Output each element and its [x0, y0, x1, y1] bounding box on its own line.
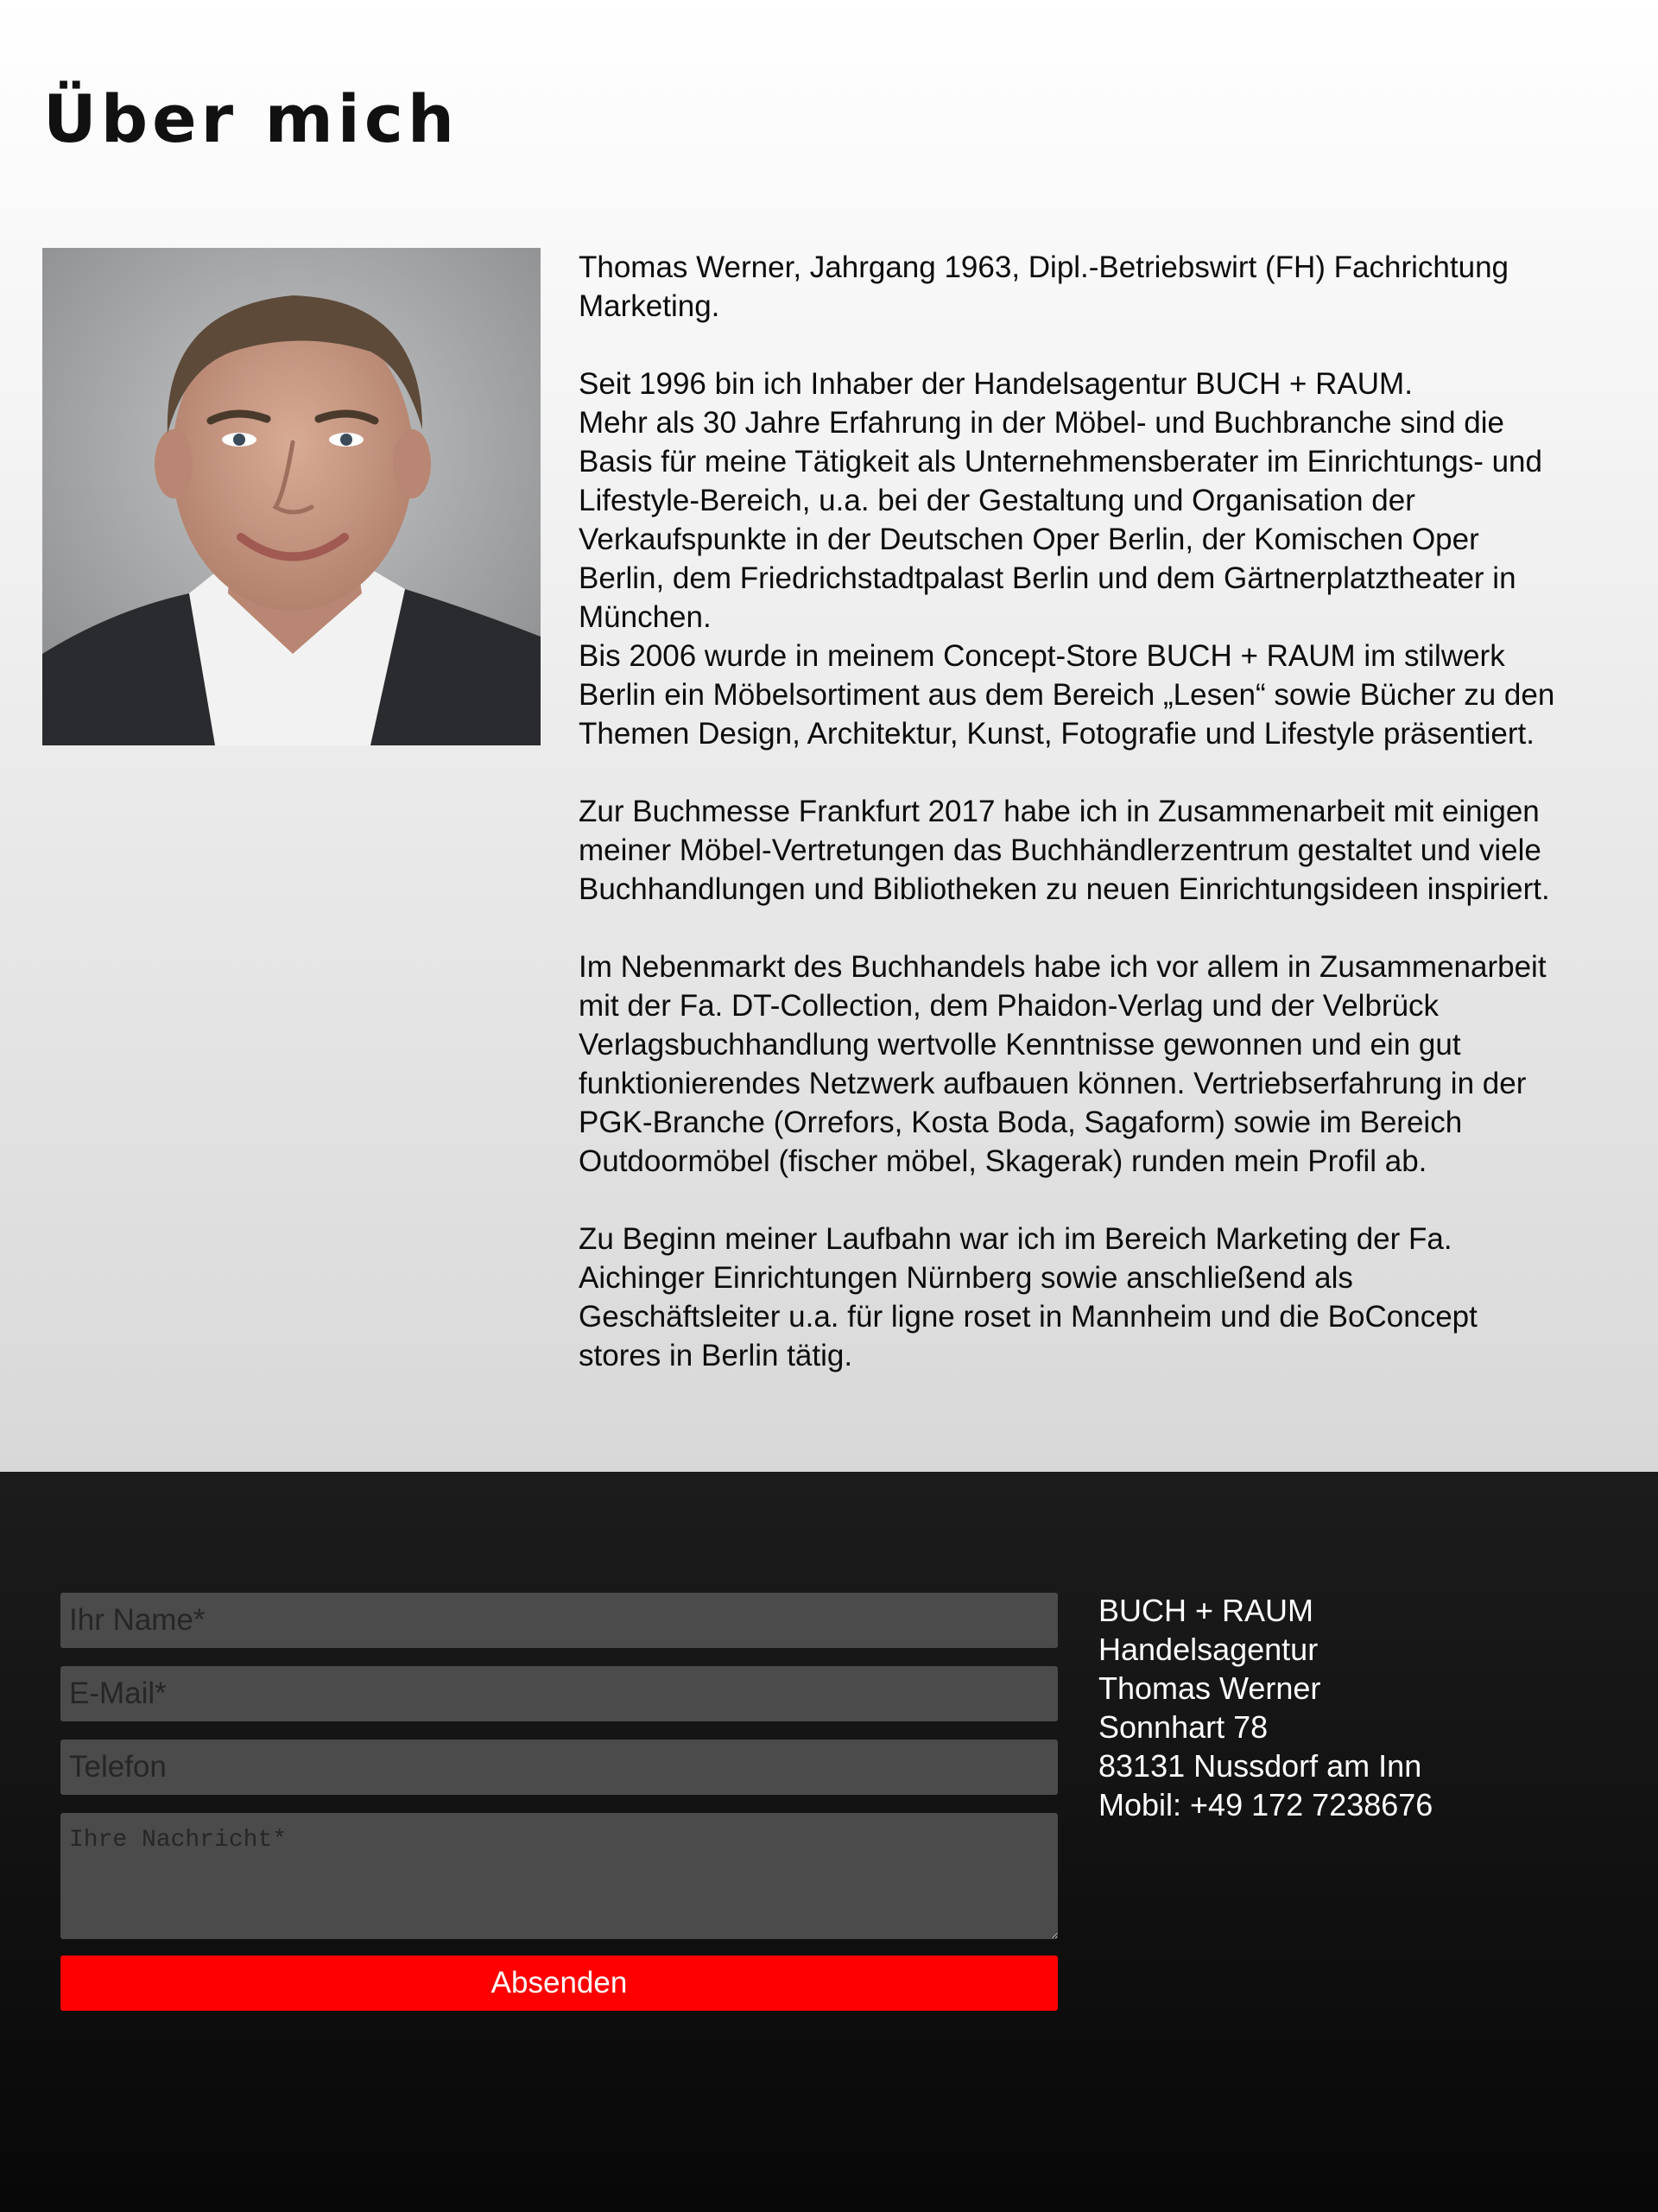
bio-paragraph	[579, 792, 1623, 909]
phone-input[interactable]	[60, 1740, 1058, 1795]
address-line: BUCH + RAUM	[1098, 1593, 1314, 1628]
bio-line: Thomas Werner, Jahrgang 1963, Dipl.-Betriebswirt (FH) Fachrichtung	[579, 250, 1509, 284]
bio-line: Bis 2006 wurde in meinem Concept-Store BUCH + RAUM im stilwerk	[579, 639, 1505, 673]
bio-text	[579, 248, 1623, 1375]
bio-line: Seit 1996 bin ich Inhaber der Handelsagentur BUCH + RAUM.	[579, 367, 1413, 401]
bio-line: Themen Design, Architektur, Kunst, Fotografie und Lifestyle präsentiert.	[579, 717, 1535, 751]
contact-form	[60, 1593, 1058, 2011]
message-textarea[interactable]	[60, 1813, 1058, 1939]
bio-line: Outdoormöbel (fischer möbel, Skagerak) runden mein Profil ab.	[579, 1144, 1427, 1178]
bio-line: Berlin ein Möbelsortiment aus dem Bereich „Lesen“ sowie Bücher zu den	[579, 678, 1555, 712]
bio-line: meiner Möbel-Vertretungen das Buchhändlerzentrum gestaltet und viele	[579, 833, 1541, 867]
bio-paragraph	[579, 1220, 1623, 1375]
bio-line: stores in Berlin tätig.	[579, 1339, 853, 1372]
bio-line: mit der Fa. DT-Collection, dem Phaidon-Verlag und der Velbrück	[579, 989, 1440, 1023]
address-line: Mobil: +49 172 7238676	[1098, 1787, 1433, 1822]
email-input[interactable]	[60, 1666, 1058, 1721]
bio-line: PGK-Branche (Orrefors, Kosta Boda, Sagaform) sowie im Bereich	[579, 1106, 1463, 1139]
name-input[interactable]	[60, 1593, 1058, 1648]
bio-line: Marketing.	[579, 289, 720, 323]
submit-button[interactable]: Absenden	[60, 1955, 1058, 2011]
bio-line: Basis für meine Tätigkeit als Unternehmensberater im Einrichtungs- und	[579, 445, 1542, 479]
bio-line: Geschäftsleiter u.a. für ligne roset in Mannheim und die BoConcept	[579, 1300, 1478, 1334]
address-line: 83131 Nussdorf am Inn	[1098, 1748, 1422, 1784]
bio-line: Zur Buchmesse Frankfurt 2017 habe ich in Zusammenarbeit mit einigen	[579, 795, 1540, 828]
bio-line: Mehr als 30 Jahre Erfahrung in der Möbel- und Buchbranche sind die	[579, 406, 1505, 440]
bio-line: Im Nebenmarkt des Buchhandels habe ich vor allem in Zusammenarbeit	[579, 950, 1547, 984]
bio-line: Aichinger Einrichtungen Nürnberg sowie anschließend als	[579, 1261, 1353, 1295]
contact-section	[0, 1472, 1658, 2212]
bio-line: Verkaufspunkte in der Deutschen Oper Berlin, der Komischen Oper	[579, 523, 1479, 556]
bio-line: München.	[579, 600, 712, 634]
address-line: Sonnhart 78	[1098, 1709, 1269, 1745]
bio-line: Berlin, dem Friedrichstadtpalast Berlin und dem Gärtnerplatztheater in	[579, 561, 1516, 595]
portrait-image	[42, 248, 541, 745]
page-title: Über mich	[43, 80, 459, 157]
bio-paragraph	[579, 248, 1623, 326]
address-line: Handelsagentur	[1098, 1632, 1319, 1667]
bio-line: Buchhandlungen und Bibliotheken zu neuen Einrichtungsideen inspiriert.	[579, 872, 1550, 906]
bio-line: Verlagsbuchhandlung wertvolle Kenntnisse gewonnen und ein gut	[579, 1028, 1461, 1062]
bio-line: Lifestyle-Bereich, u.a. bei der Gestaltung und Organisation der	[579, 484, 1415, 517]
bio-line: funktionierendes Netzwerk aufbauen können. Vertriebserfahrung in der	[579, 1067, 1527, 1100]
bio-line: Zu Beginn meiner Laufbahn war ich im Bereich Marketing der Fa.	[579, 1222, 1452, 1256]
address-block	[1098, 1591, 1582, 1824]
address-line: Thomas Werner	[1098, 1670, 1321, 1706]
bio-paragraph	[579, 948, 1623, 1181]
portrait-photo-illustration	[42, 248, 541, 745]
bio-paragraph	[579, 364, 1623, 753]
